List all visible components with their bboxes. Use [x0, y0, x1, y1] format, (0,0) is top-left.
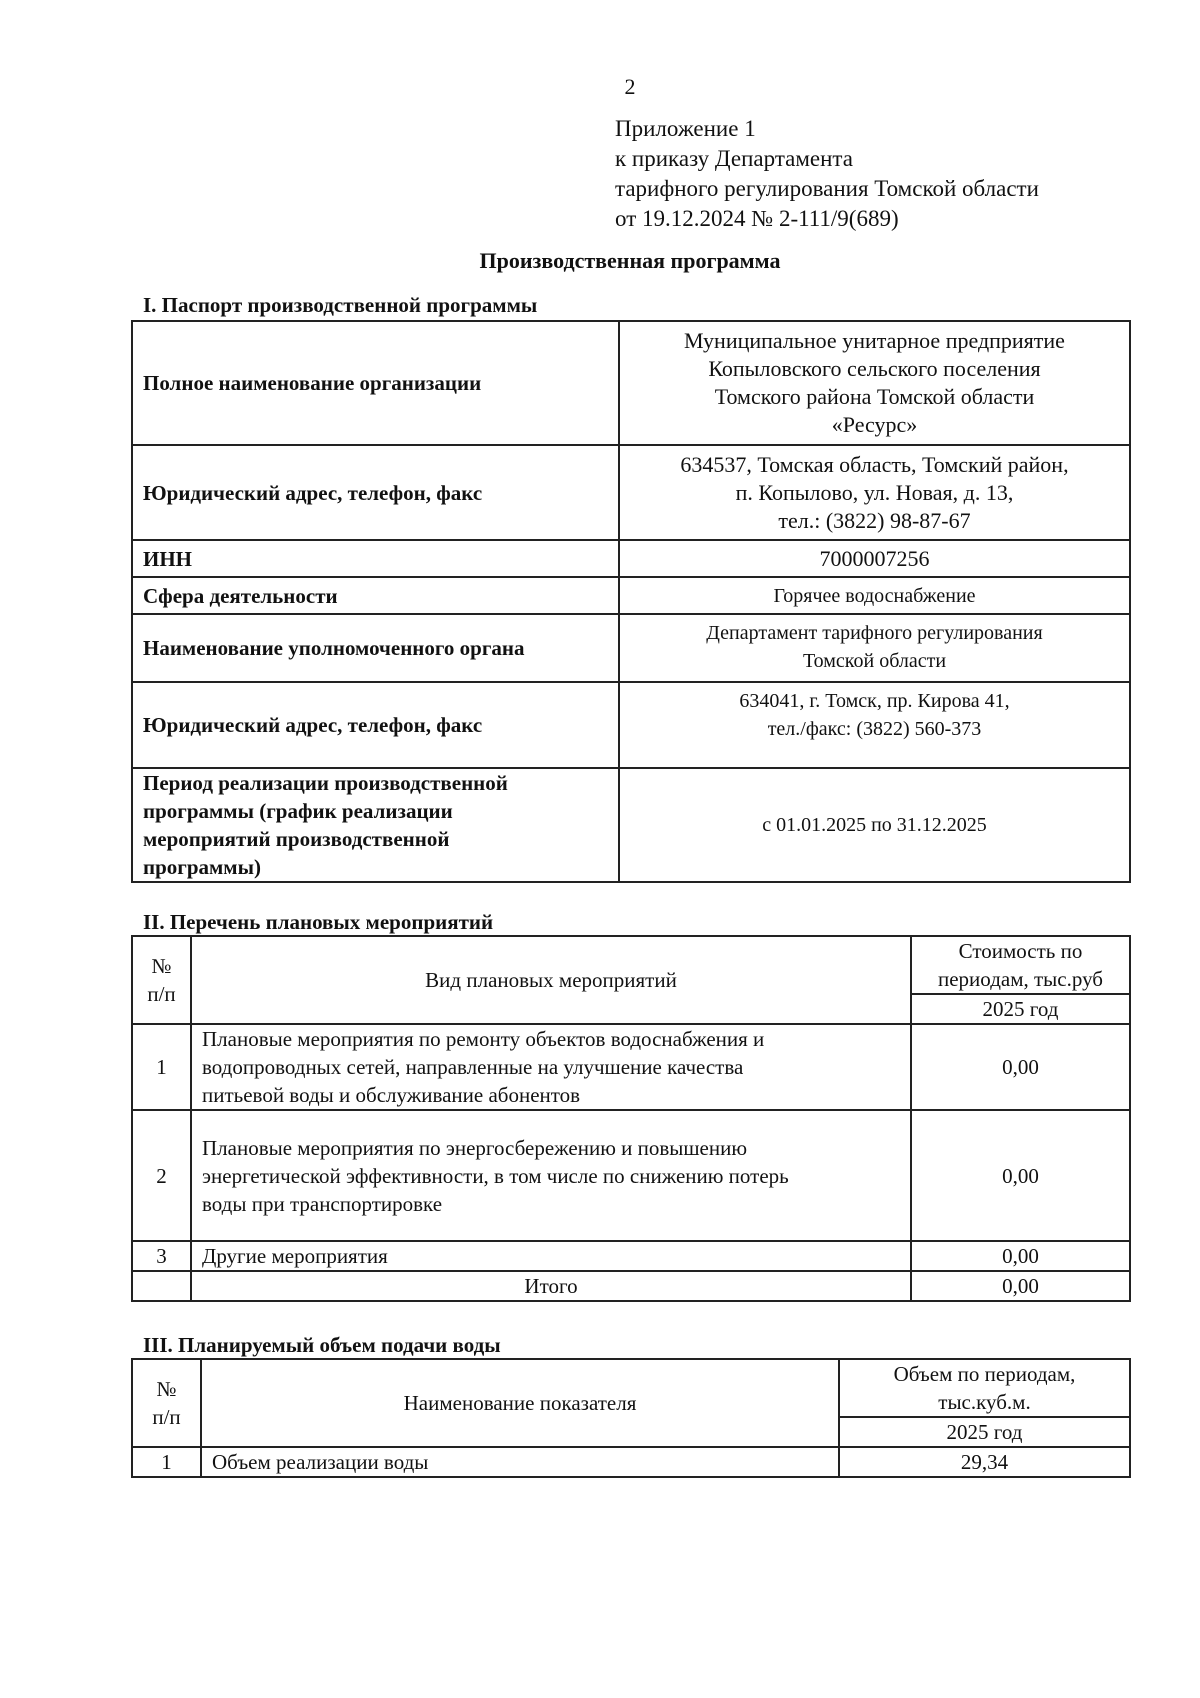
total-value: 0,00 — [911, 1271, 1130, 1301]
table-row — [132, 768, 1130, 882]
plan-table — [131, 935, 1131, 1302]
header-volume: Объем по периодам, тыс.куб.м. — [839, 1359, 1130, 1417]
row-value: Департамент тарифного регулирования Томской области — [619, 614, 1130, 682]
document-title: Производственная программа — [479, 248, 781, 273]
header-kind: Вид плановых мероприятий — [191, 936, 911, 1024]
total-label: Итого — [191, 1271, 911, 1301]
row-num: 3 — [132, 1241, 191, 1271]
volume-table — [131, 1358, 1131, 1478]
passport-table — [131, 320, 1131, 883]
table-row — [132, 682, 1130, 768]
table-header-row — [132, 936, 1130, 994]
row-text: Плановые мероприятия по ремонту объектов водоснабжения и водопроводных сетей, направленные на улучшение качества питьевой воды и обслуживание абонентов — [191, 1024, 911, 1110]
header-num: № п/п — [132, 936, 191, 1024]
table-row — [132, 321, 1130, 445]
row-label: Сфера деятельности — [132, 577, 619, 614]
header-indicator: Наименование показателя — [201, 1359, 839, 1447]
table-header-row — [132, 1359, 1130, 1417]
row-value: Горячее водоснабжение — [619, 577, 1130, 614]
header-num: № п/п — [132, 1359, 201, 1447]
section-1-title: I. Паспорт производственной программы — [143, 293, 538, 317]
row-value: 0,00 — [911, 1241, 1130, 1271]
table-row — [132, 614, 1130, 682]
section-2-title: II. Перечень плановых мероприятий — [143, 910, 494, 934]
row-value: с 01.01.2025 по 31.12.2025 — [619, 768, 1130, 882]
row-label: ИНН — [132, 540, 619, 577]
row-label: Юридический адрес, телефон, факс — [132, 445, 619, 540]
row-value: 0,00 — [911, 1024, 1130, 1110]
table-row — [132, 1241, 1130, 1271]
row-value: 7000007256 — [619, 540, 1130, 577]
header-year: 2025 год — [839, 1417, 1130, 1447]
row-num: 1 — [132, 1447, 201, 1477]
row-text: Плановые мероприятия по энергосбережению и повышению энергетической эффективности, в том числе по снижению потерь воды при транспортировке — [191, 1110, 911, 1241]
table-row — [132, 1110, 1130, 1241]
row-num: 2 — [132, 1110, 191, 1241]
row-label: Юридический адрес, телефон, факс — [132, 682, 619, 768]
table-row — [132, 577, 1130, 614]
table-row — [132, 540, 1130, 577]
row-text: Другие мероприятия — [191, 1241, 911, 1271]
row-value: 0,00 — [911, 1110, 1130, 1241]
row-value: Муниципальное унитарное предприятие Копыловского сельского поселения Томского района Томской области «Ресурс» — [619, 321, 1130, 445]
total-empty-cell — [132, 1271, 191, 1301]
row-num: 1 — [132, 1024, 191, 1110]
appendix-line: к приказу Департамента — [615, 146, 853, 171]
row-value: 634041, г. Томск, пр. Кирова 41, тел./факс: (3822) 560-373 — [619, 682, 1130, 768]
table-row — [132, 1024, 1130, 1110]
row-label: Наименование уполномоченного органа — [132, 614, 619, 682]
appendix-line: от 19.12.2024 № 2-111/9(689) — [615, 206, 899, 231]
appendix-line: тарифного регулирования Томской области — [615, 176, 1039, 201]
row-label: Период реализации производственной программы (график реализации мероприятий производственной программы) — [132, 768, 619, 882]
header-cost: Стоимость по периодам, тыс.руб — [911, 936, 1130, 994]
section-3-title: III. Планируемый объем подачи воды — [143, 1333, 501, 1357]
table-row — [132, 1447, 1130, 1477]
row-value: 29,34 — [839, 1447, 1130, 1477]
appendix-block — [615, 114, 1039, 234]
header-year: 2025 год — [911, 994, 1130, 1024]
row-text: Объем реализации воды — [201, 1447, 839, 1477]
row-label: Полное наименование организации — [132, 321, 619, 445]
row-value: 634537, Томская область, Томский район, п. Копылово, ул. Новая, д. 13, тел.: (3822) 98-87-67 — [619, 445, 1130, 540]
page-number: 2 — [624, 74, 636, 99]
appendix-line: Приложение 1 — [615, 116, 756, 141]
table-total-row — [132, 1271, 1130, 1301]
table-row — [132, 445, 1130, 540]
